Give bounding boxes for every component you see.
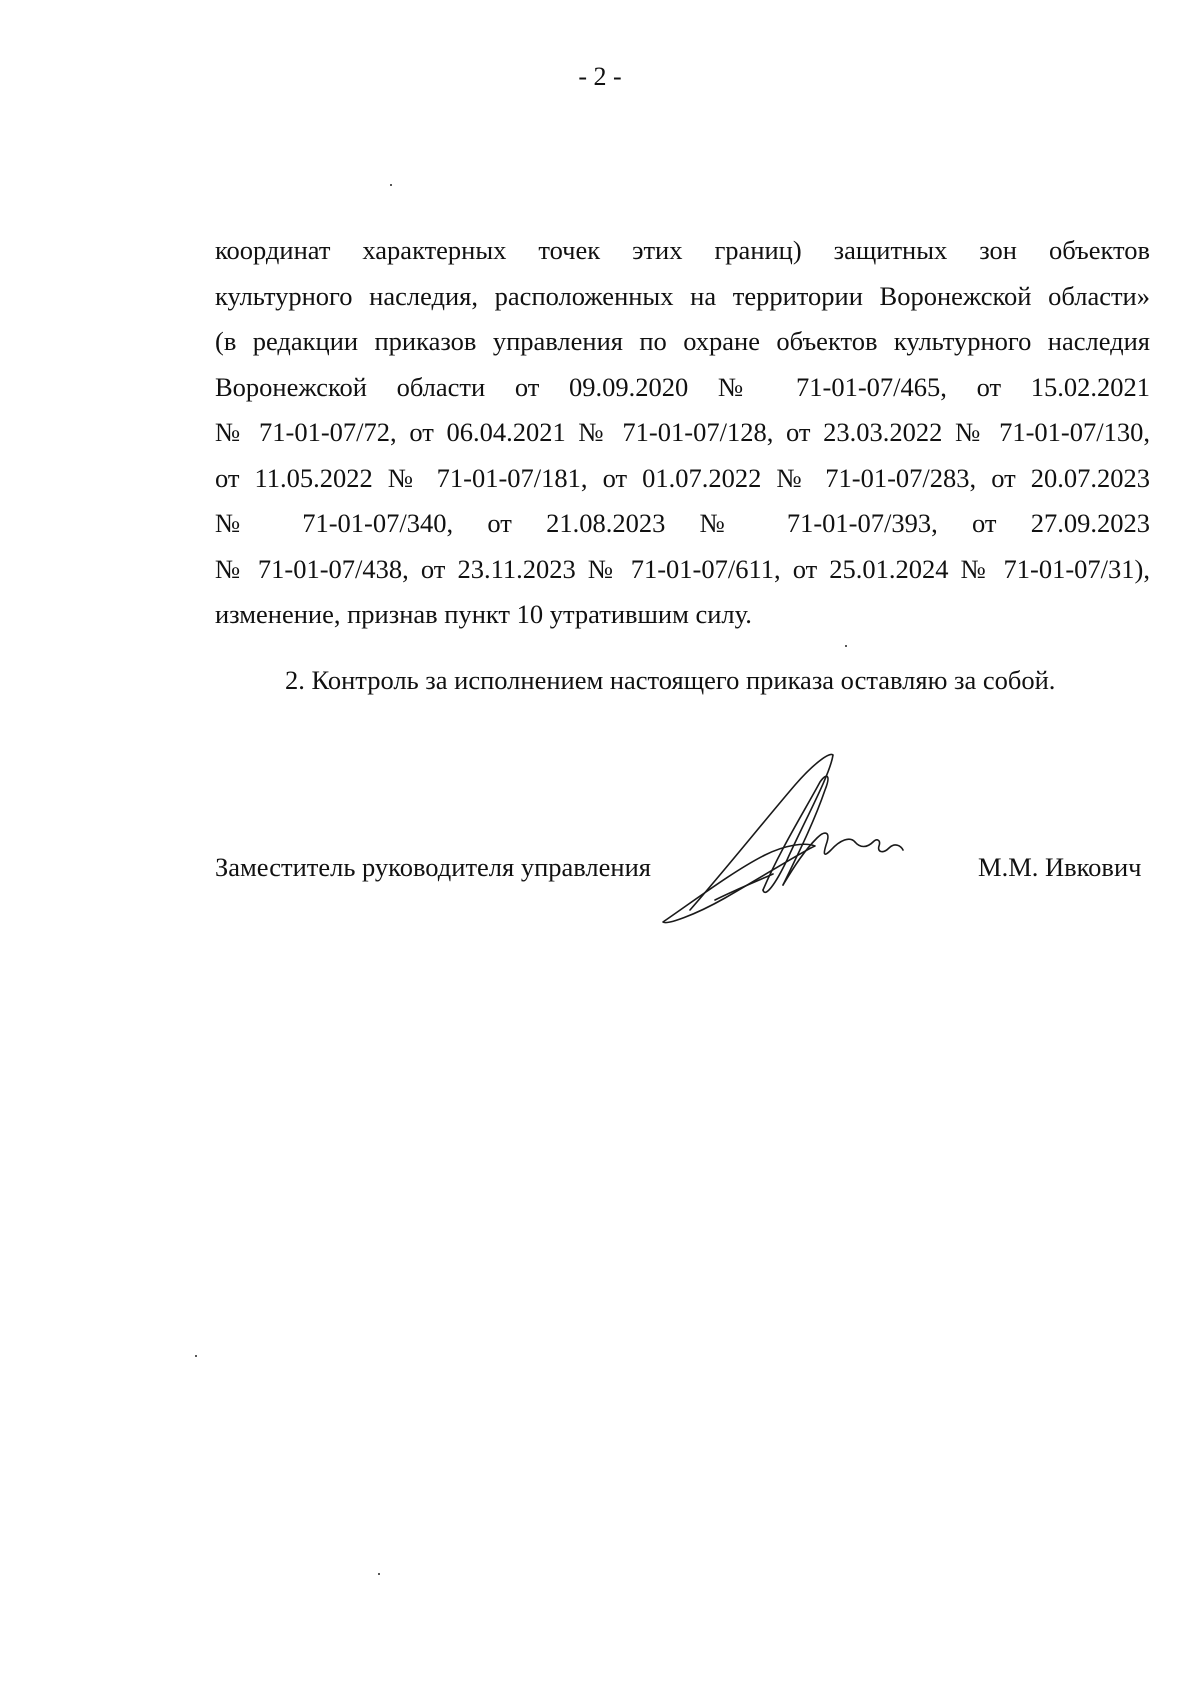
- body-line: № 71-01-07/438, от 23.11.2023 № 71-01-07/611, от 25.01.2024 № 71-01-07/31),: [215, 553, 1150, 584]
- scan-speck: [845, 645, 847, 647]
- body-line: от 11.05.2022 № 71-01-07/181, от 01.07.2022 № 71-01-07/283, от 20.07.2023: [215, 462, 1150, 493]
- body-paragraph-2: 2. Контроль за исполнением настоящего приказа оставляю за собой.: [285, 665, 1056, 695]
- page-number: - 2 -: [578, 62, 622, 91]
- handwritten-signature: [655, 750, 955, 930]
- body-line: изменение, признав пункт 10 утратившим силу.: [215, 599, 752, 629]
- scan-speck: [390, 184, 392, 186]
- signer-position: Заместитель руководителя управления: [215, 852, 651, 882]
- body-line: (в редакции приказов управления по охране объектов культурного наследия: [215, 326, 1150, 356]
- signer-name: М.М. Ивкович: [978, 852, 1142, 882]
- body-line: координат характерных точек этих границ) защитных зон объектов: [215, 235, 1150, 265]
- scan-speck: [195, 1355, 197, 1357]
- body-line: № 71-01-07/340, от 21.08.2023 № 71-01-07/393, от 27.09.2023: [215, 508, 1150, 538]
- body-line: № 71-01-07/72, от 06.04.2021 № 71-01-07/128, от 23.03.2022 № 71-01-07/130,: [215, 417, 1150, 447]
- body-line: Воронежской области от 09.09.2020 № 71-01-07/465, от 15.02.2021: [215, 371, 1150, 402]
- scan-speck: [378, 1573, 380, 1575]
- body-line: культурного наследия, расположенных на территории Воронежской области»: [215, 280, 1150, 311]
- body-paragraph-1: [215, 228, 1150, 638]
